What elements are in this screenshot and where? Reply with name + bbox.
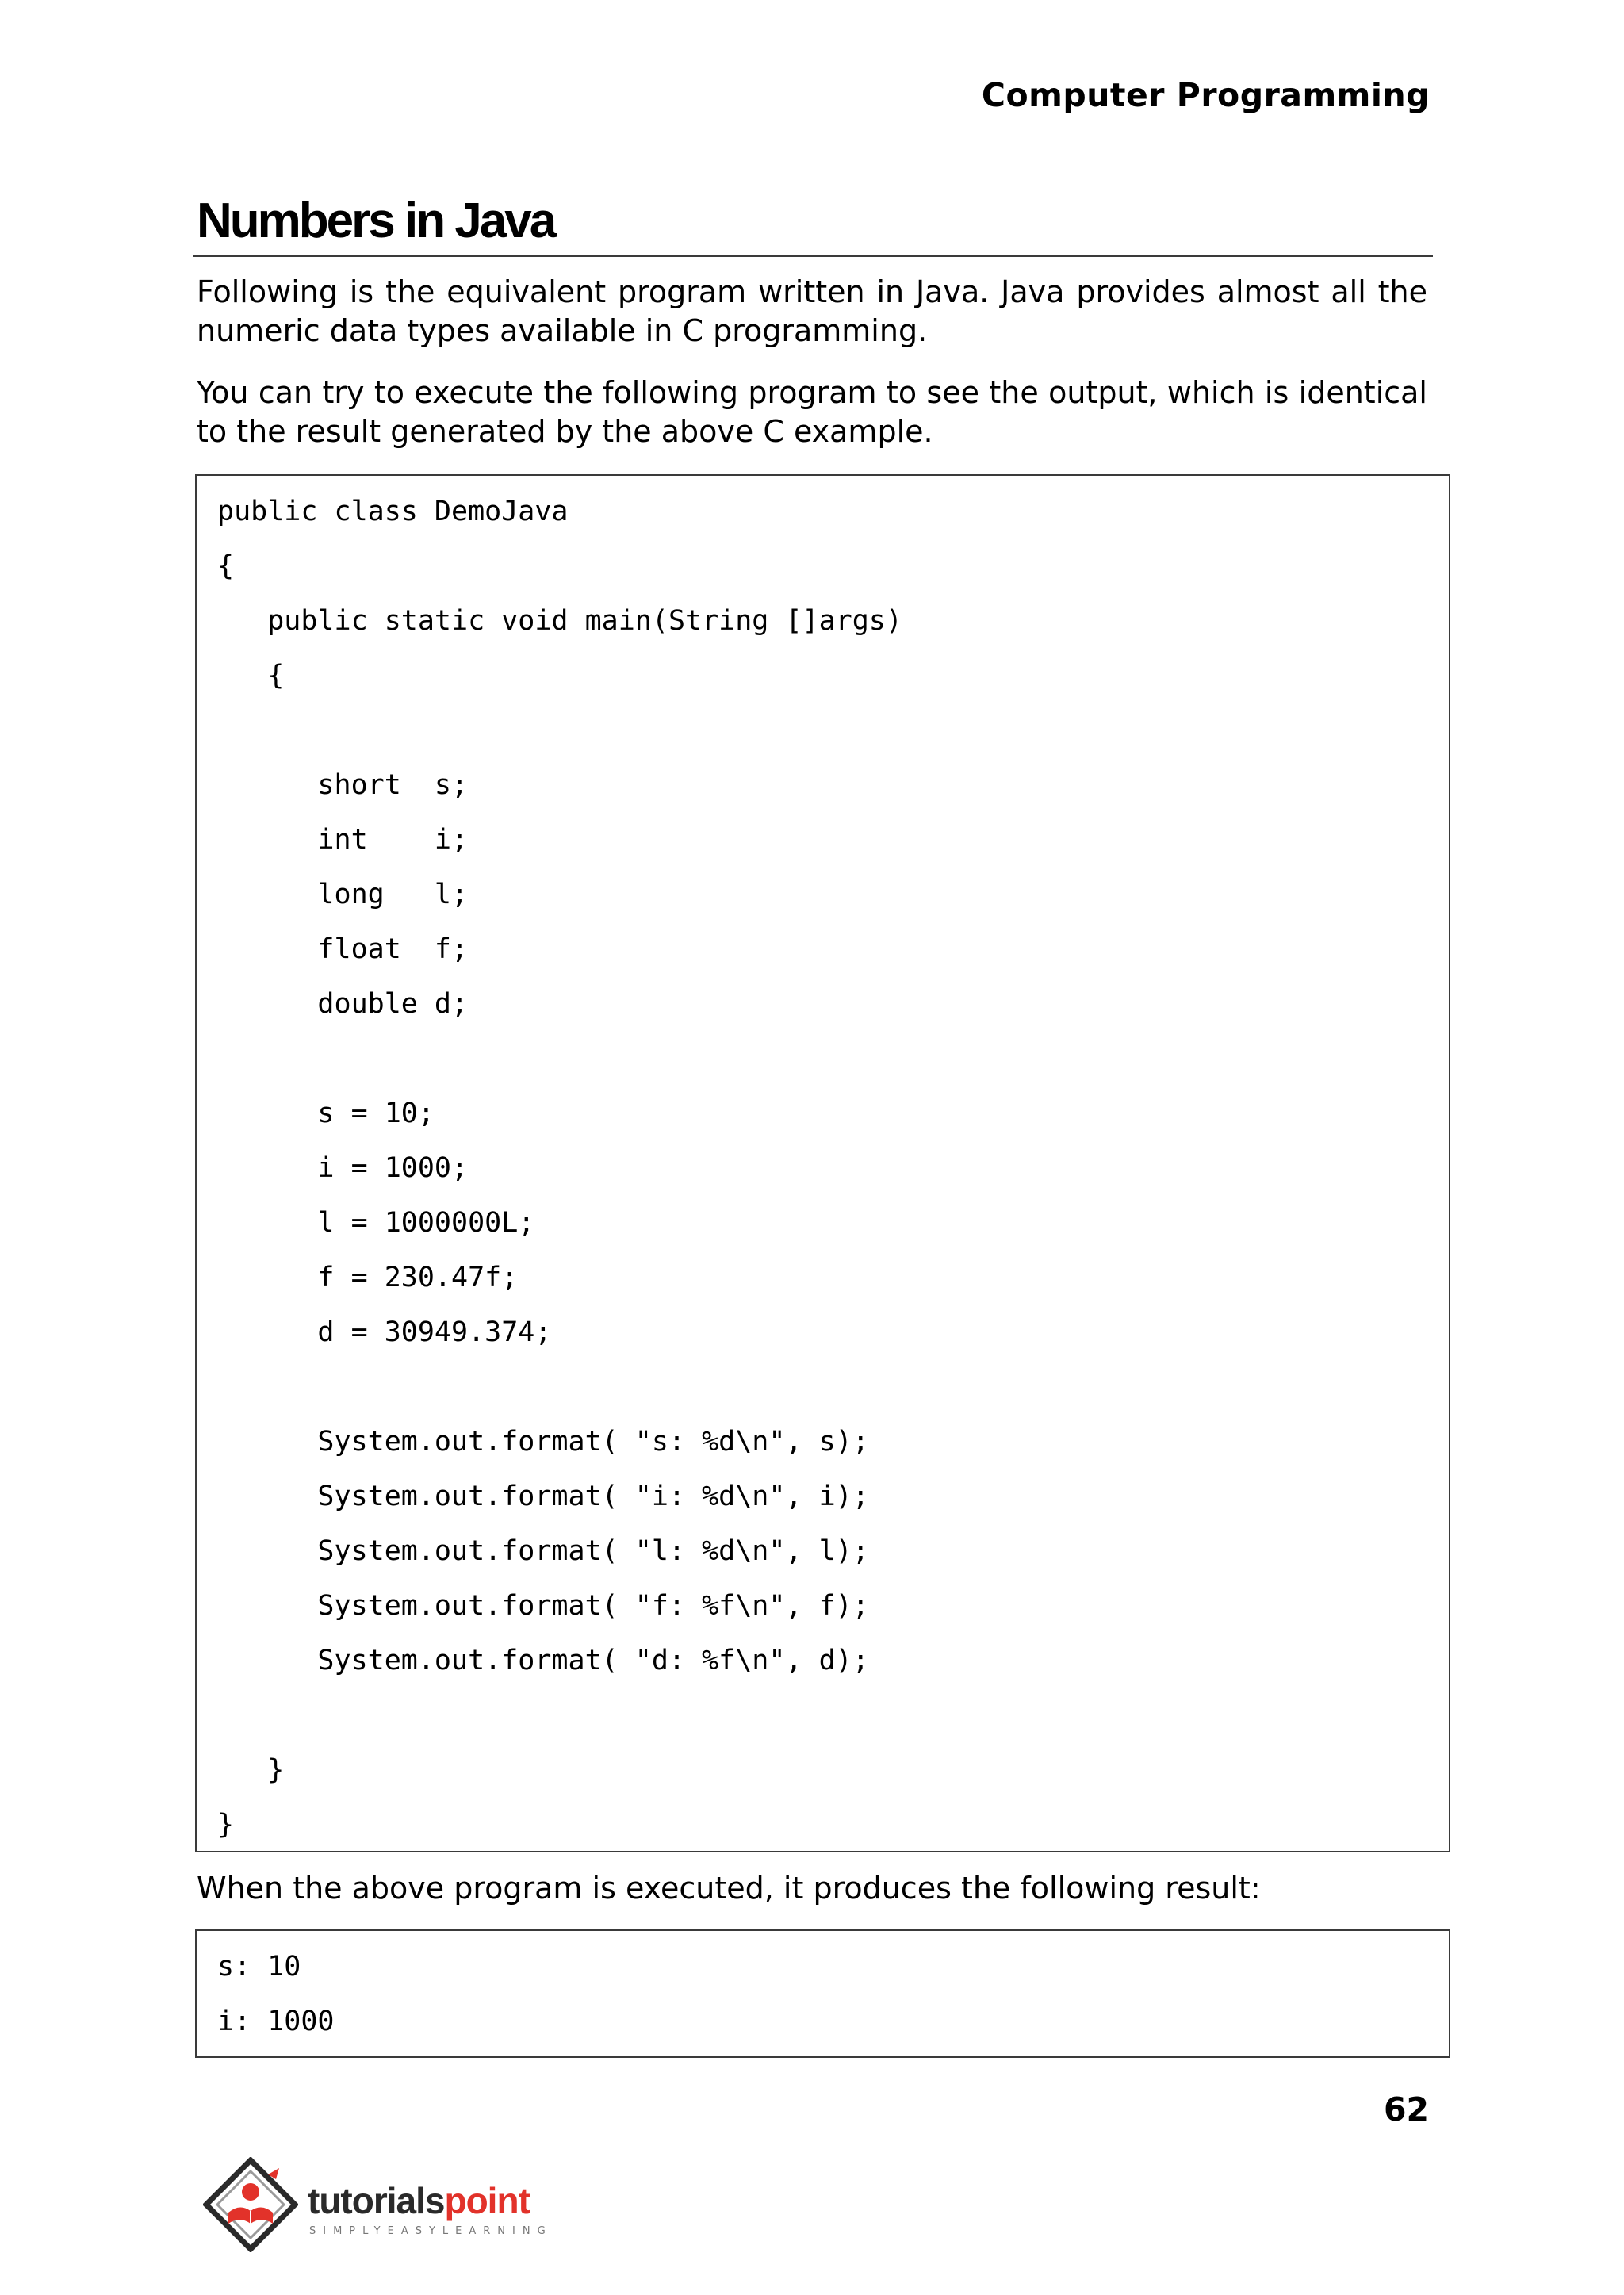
code-line: System.out.format( "i: %d\n", i); <box>217 1481 869 1512</box>
code-line: System.out.format( "d: %f\n", d); <box>217 1645 869 1676</box>
code-line: public class DemoJava <box>217 496 569 527</box>
java-code-block <box>195 474 1450 1852</box>
intro-paragraph: Following is the equivalent program written in Java. Java provides almost all the numeric data types available in C programming. <box>197 274 1427 348</box>
code-line: i = 1000; <box>217 1152 469 1184</box>
title-divider <box>193 255 1433 257</box>
code-line: l = 1000000L; <box>217 1207 535 1239</box>
logo-text-accent: point <box>444 2180 530 2221</box>
code-line: d = 30949.374; <box>217 1316 552 1348</box>
code-line: short s; <box>217 769 469 801</box>
code-line: } <box>217 1754 285 1786</box>
result-intro-paragraph: When the above program is executed, it produces the following result: <box>197 1871 1261 1906</box>
logo-text-main: tutorials <box>308 2180 445 2221</box>
code-line: { <box>217 660 285 692</box>
instruction-paragraph: You can try to execute the following program to see the output, which is identical to the result generated by the above C example. <box>197 375 1427 449</box>
section-title: Numbers in Java <box>197 193 555 248</box>
code-line: System.out.format( "s: %d\n", s); <box>217 1426 869 1458</box>
code-line: } <box>217 1809 235 1841</box>
page-number: 62 <box>1383 2090 1429 2128</box>
code-line: System.out.format( "f: %f\n", f); <box>217 1590 869 1622</box>
code-line: double d; <box>217 988 469 1020</box>
output-block <box>195 1929 1450 2058</box>
logo-wordmark <box>308 2179 530 2222</box>
code-line: int i; <box>217 824 469 856</box>
logo-tagline: SIMPLYEASYLEARNING <box>309 2225 553 2237</box>
output-line: s: 10 <box>217 1951 301 1983</box>
tutorialspoint-logo <box>193 2147 590 2274</box>
code-line: System.out.format( "l: %d\n", l); <box>217 1535 869 1567</box>
code-line: f = 230.47f; <box>217 1262 519 1293</box>
logo-emblem-icon <box>203 2157 298 2252</box>
running-header: Computer Programming <box>981 76 1430 114</box>
code-line: s = 10; <box>217 1098 435 1129</box>
code-line: long l; <box>217 879 469 910</box>
output-line: i: 1000 <box>217 2006 335 2037</box>
code-line: public static void main(String []args) <box>217 605 902 637</box>
code-line: { <box>217 550 235 582</box>
code-line: float f; <box>217 933 469 965</box>
